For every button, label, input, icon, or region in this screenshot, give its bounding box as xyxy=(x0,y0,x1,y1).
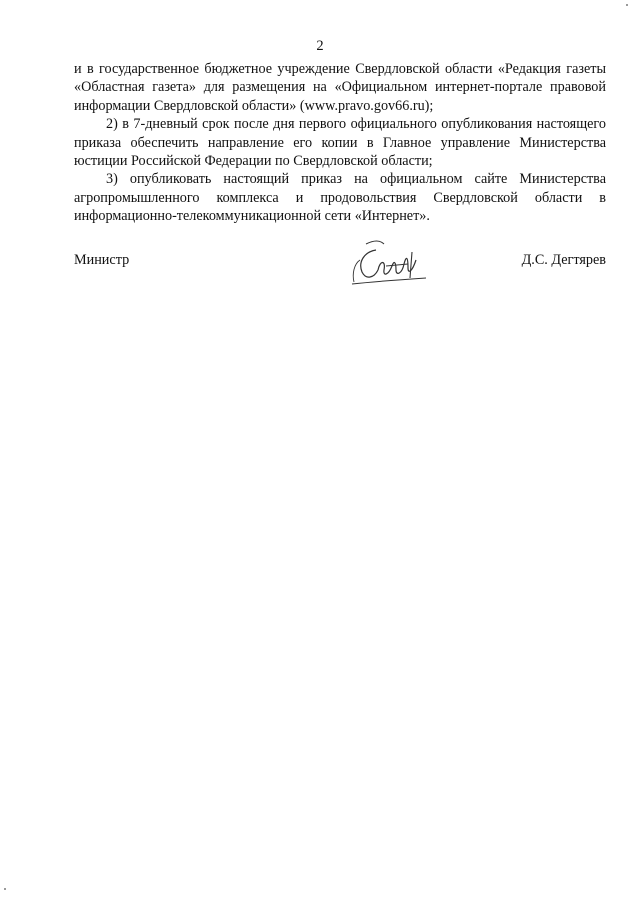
scan-artifact xyxy=(4,888,6,890)
handwritten-signature xyxy=(346,238,436,302)
signature-block xyxy=(74,252,606,312)
signatory-name: Д.С. Дегтярев xyxy=(521,252,606,268)
page-number: 2 xyxy=(316,38,324,54)
paragraph-item-3: 3) опубликовать настоящий приказ на официальном сайте Министерства агропромышленного комплекса и продовольствия Свердловской области в информационно-телекоммуникационной сети «Интернет». xyxy=(74,171,606,225)
document-body xyxy=(74,60,606,226)
scan-artifact xyxy=(626,4,628,6)
paragraph-continuation: и в государственное бюджетное учреждение Свердловской области «Редакция газеты «Областная газета» для размещения на «Официальном интернет-портале правовой информации Свердловской области» (www.pravo.gov66.ru); xyxy=(74,61,606,114)
paragraph-item-2: 2) в 7-дневный срок после дня первого официального опубликования настоящего приказа обеспечить направление его копии в Главное управление Министерства юстиции Российской Федерации по Свердловской области; xyxy=(74,116,606,170)
signatory-title: Министр xyxy=(74,252,130,268)
